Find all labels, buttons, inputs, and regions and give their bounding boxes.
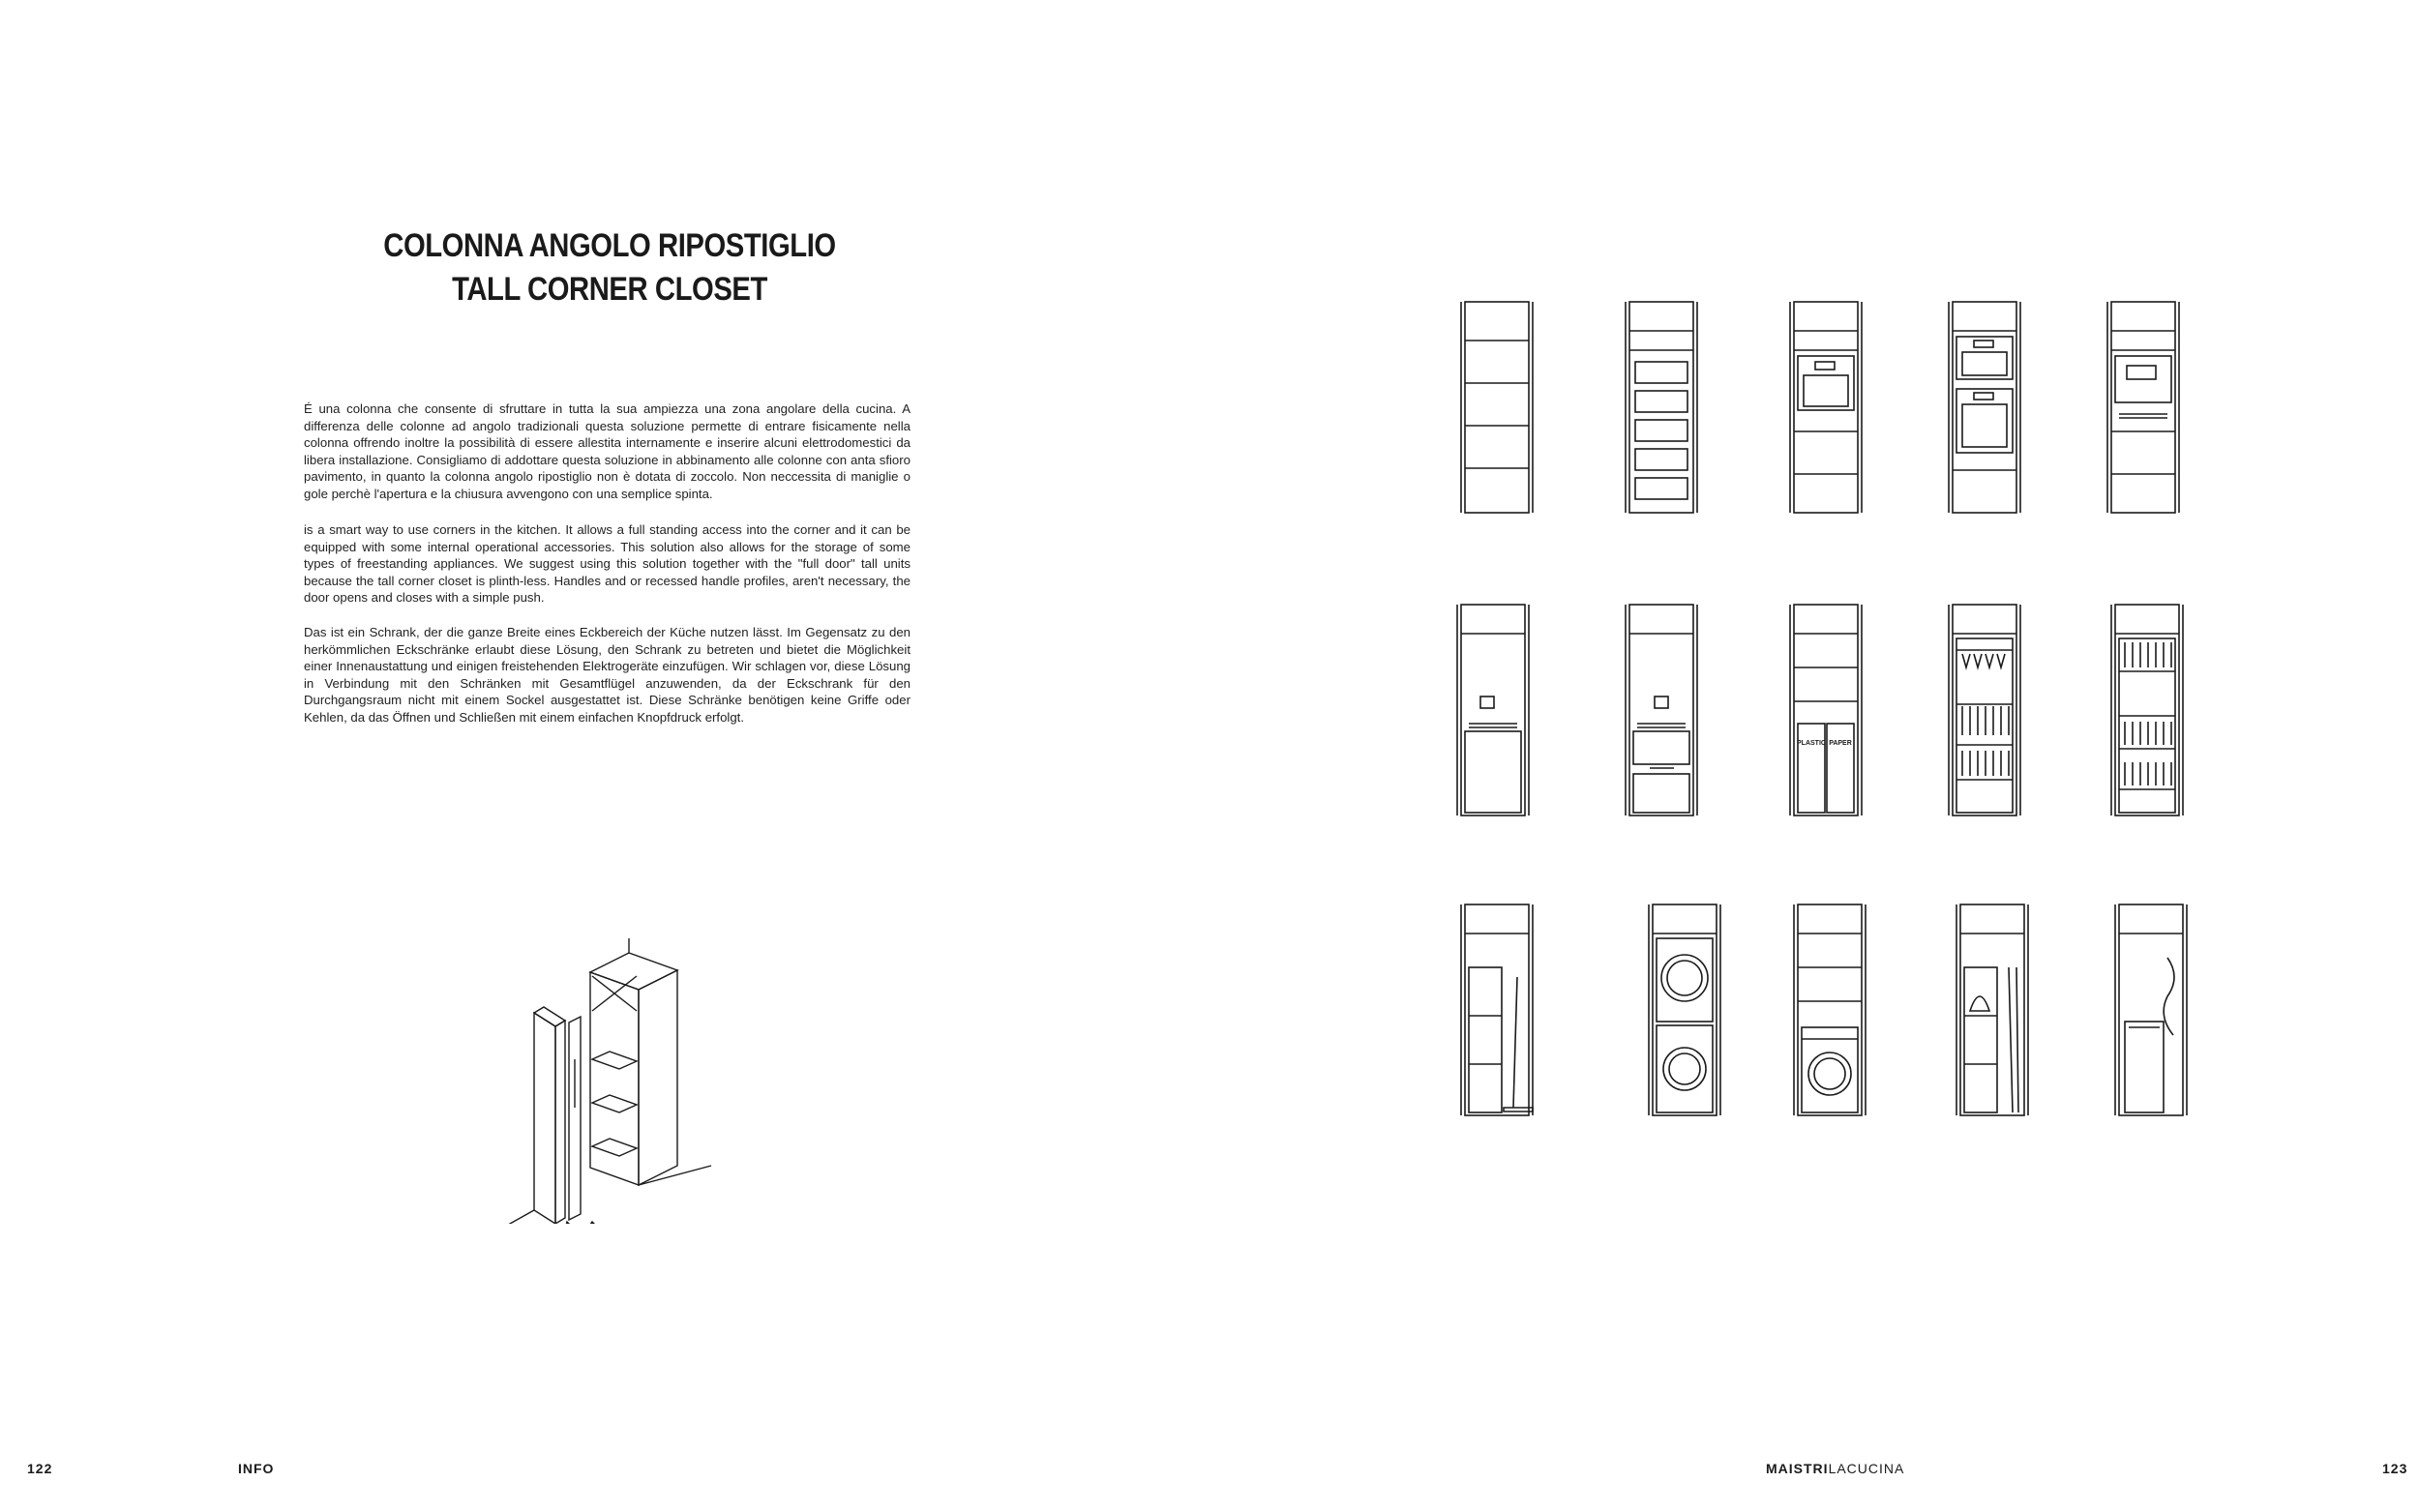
page-number-right: 123	[2382, 1461, 2408, 1476]
brand-logo	[1766, 1461, 1904, 1476]
cabinet-coffee-machine	[2107, 302, 2179, 513]
cabinet-glasses-bottles	[1949, 605, 2020, 815]
page-number-left: 122	[27, 1461, 53, 1476]
brand-bold: MAISTRI	[1766, 1461, 1829, 1476]
cabinet-wine-rack	[2111, 605, 2183, 815]
cabinet-ironing-storage	[1956, 904, 2028, 1115]
cabinet-door-hanger	[1457, 605, 1529, 815]
cabinet-baskets	[1626, 605, 1697, 815]
cabinet-broom-storage	[1461, 904, 1533, 1115]
cabinet-recycling-bins	[1790, 605, 1862, 815]
cabinet-vacuum-storage	[2115, 904, 2187, 1115]
cabinet-drawers	[1626, 302, 1697, 513]
cabinet-double-oven	[1949, 302, 2020, 513]
cabinet-washer-dryer	[1649, 904, 1720, 1115]
cabinet-washing-machine	[1794, 904, 1866, 1115]
page-title	[335, 224, 884, 311]
title-italian: COLONNA ANGOLO RIPOSTIGLIO	[383, 227, 836, 264]
section-label: INFO	[238, 1461, 275, 1476]
title-english: TALL CORNER CLOSET	[452, 271, 767, 308]
bin-label-paper: PAPER	[1829, 740, 1852, 747]
cabinet-configurations-grid	[1432, 290, 2206, 1122]
corner-closet-isometric-illustration	[484, 934, 735, 1224]
brand-light: LACUCINA	[1828, 1461, 1905, 1476]
paragraph-italian: É una colonna che consente di sfruttare in tutta la sua ampiezza una zona angolare della cucina. A differenza delle colonne ad angolo tradizionali questa soluzione permette di entrare fisicamente nella colonna offrendo inoltre la possibilità di essere allestita internamente e inserire alcuni elettrodomestici da libera installazione. Consigliamo di addottare questa soluzione in abbinamento alle colonne con anta sfioro pavimento, in quanto la colonna angolo ripostiglio non è dotata di zoccolo. Non neccessita di maniglie o gole perchè l'apertura e la chiusura avvengono con una semplice spinta.	[304, 401, 911, 501]
cabinet-open-shelves	[1461, 302, 1533, 513]
cabinet-oven	[1790, 302, 1862, 513]
bin-label-plastic: PLASTIC	[1797, 740, 1826, 747]
paragraph-english: is a smart way to use corners in the kitchen. It allows a full standing access into the corner and it can be equipped with some internal operational accessories. This solution also allows for the storage of some types of freestanding appliances. We suggest using this solution together with the "full door" tall units because the tall corner closet is plinth-less. Handles and or recessed handle profiles, aren't necessary, the door opens and closes with a simple push.	[304, 522, 911, 605]
paragraph-german: Das ist ein Schrank, der die ganze Breite eines Eckbereich der Küche nutzen lässt. Im Gegensatz zu den herkömmlichen Eckschränke erlaubt diese Lösung, den Schrank zu betreten und bietet die Möglichkeit einer Innenaustattung und einigen freistehenden Elektrogeräte einzufügen. Wir schlagen vor, diese Lösung in Verbindung mit den Schränken mit Gesamtflügel anzuwenden, da der Eckschrank für den Durchgangsraum nicht mit einem Sockel ausgestattet ist. Diese Schränke benötigen keine Griffe oder Kehlen, da das Öffnen und Schließen mit einem einfachen Knopfdruck erfolgt.	[304, 625, 911, 725]
